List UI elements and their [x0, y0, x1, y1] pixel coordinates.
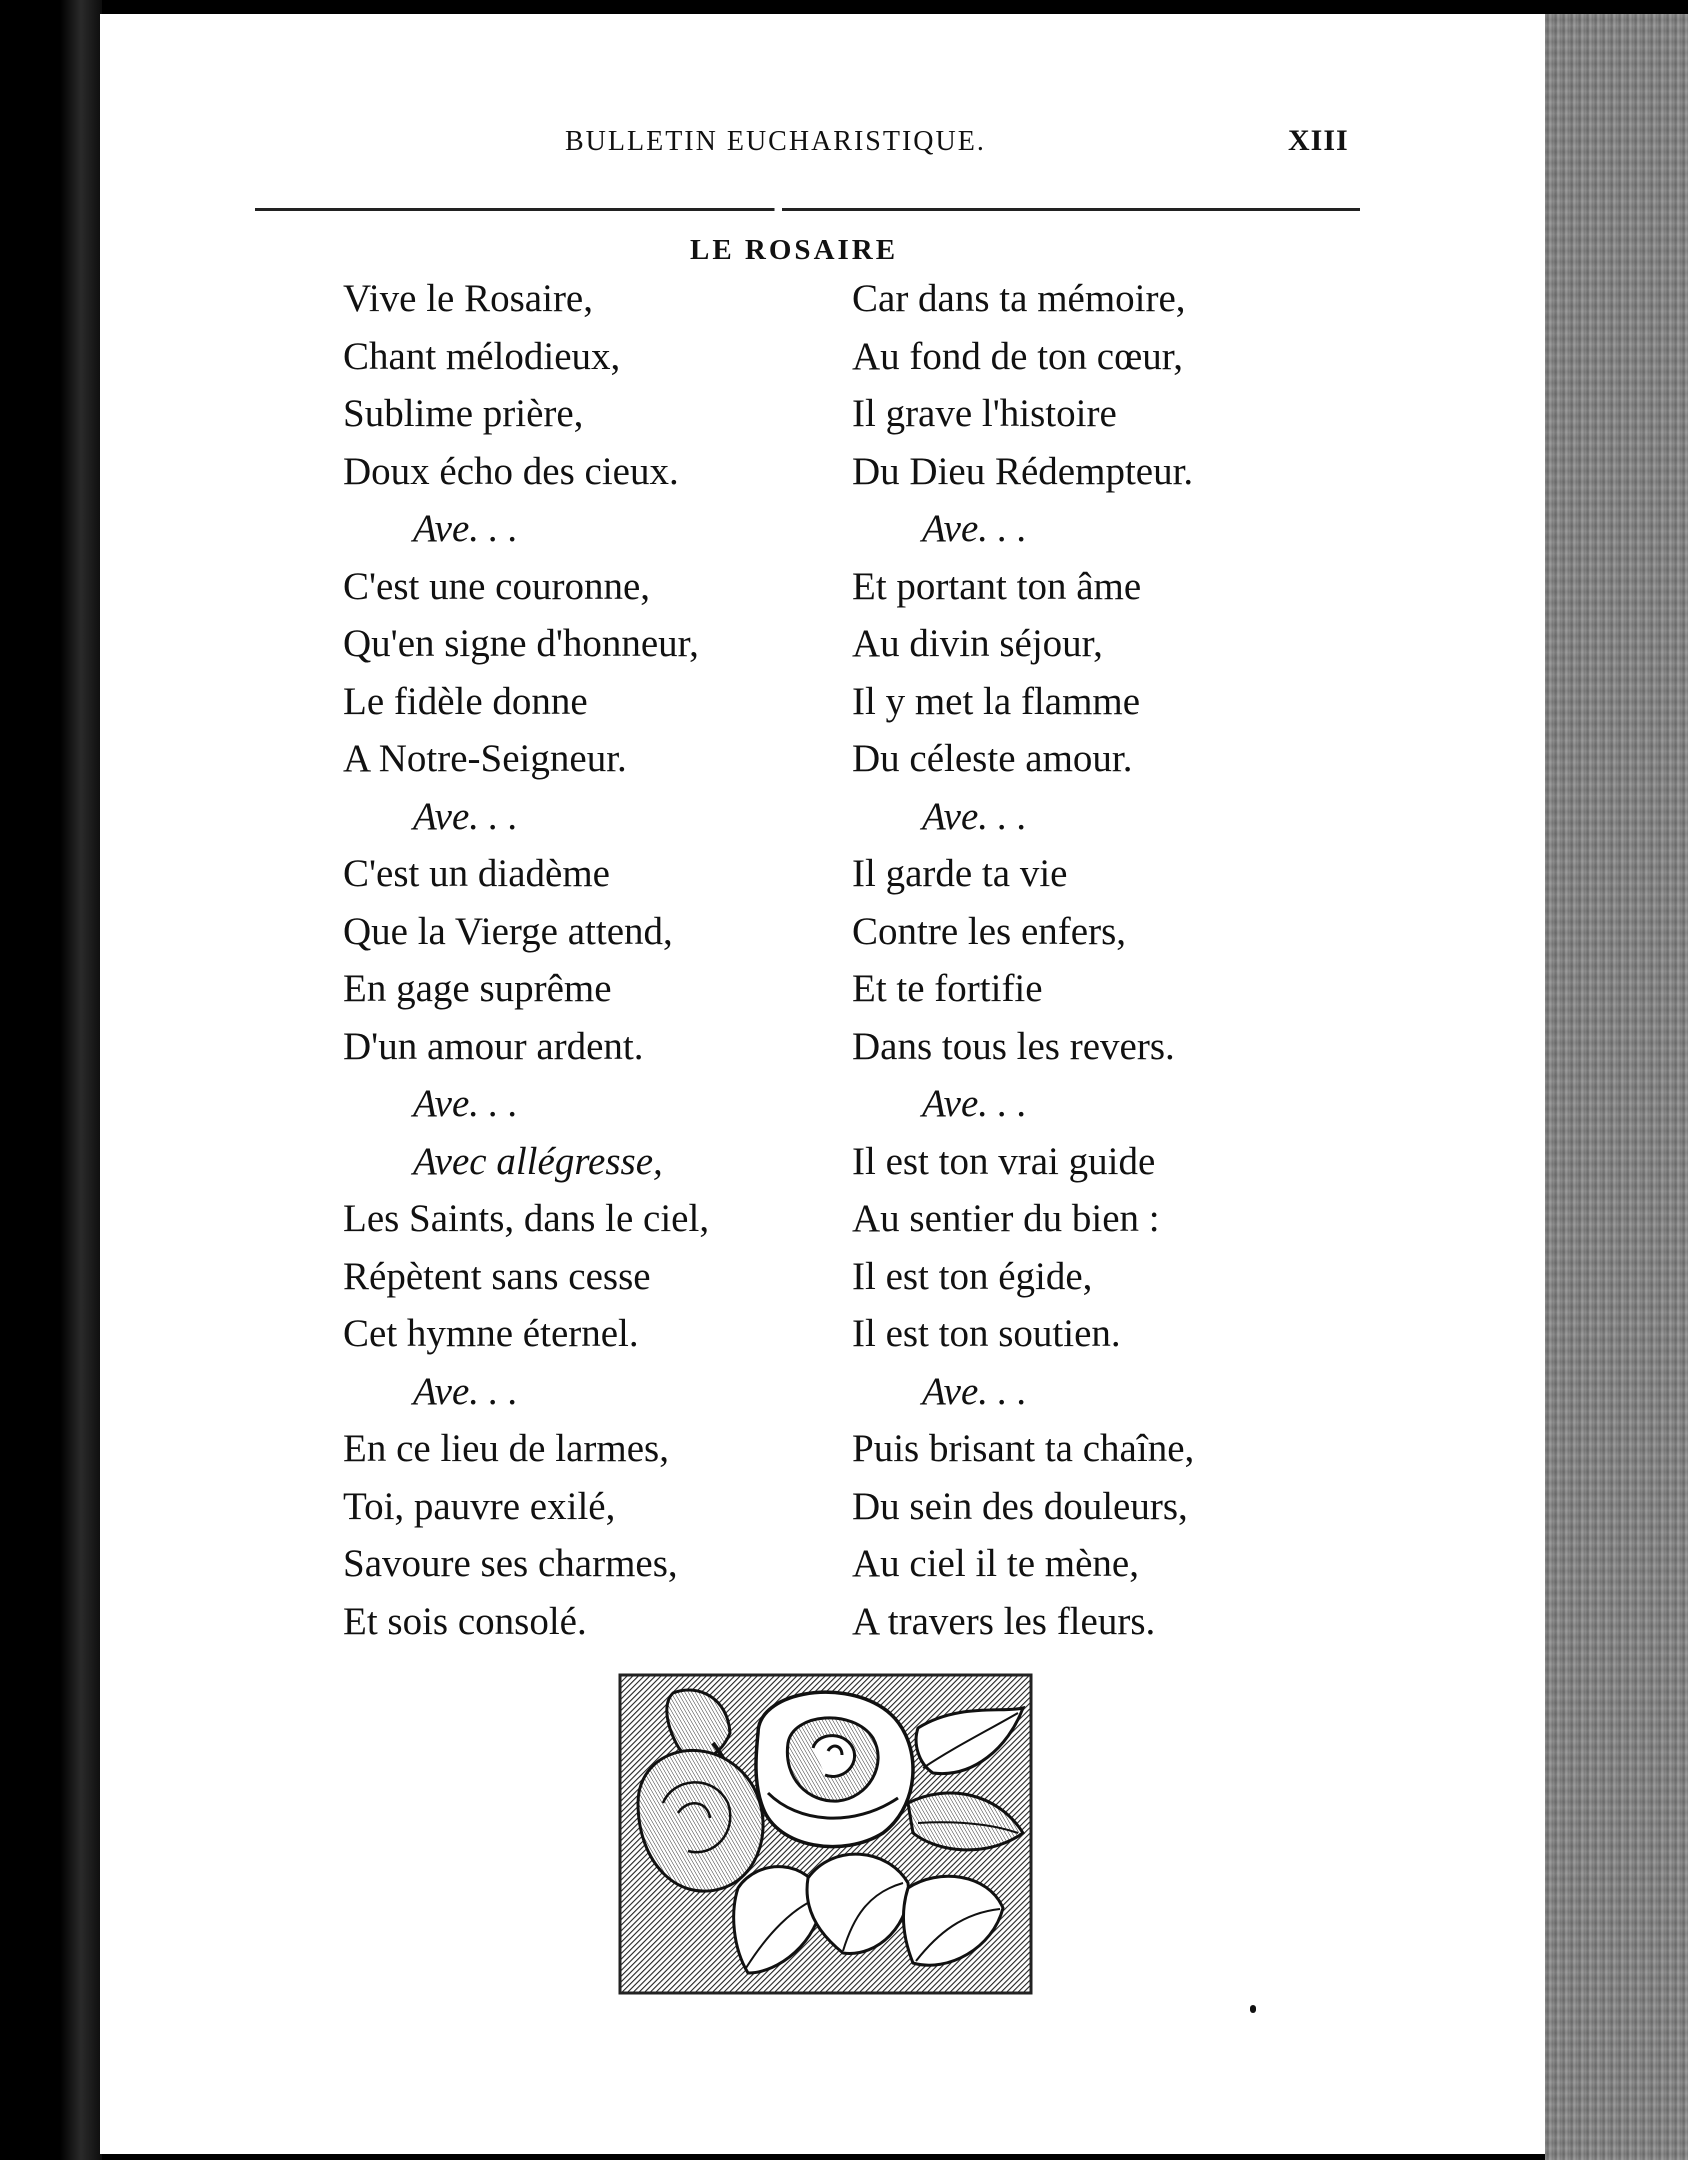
verse-line: Il garde ta vie [852, 852, 1068, 895]
verse-line: Et te fortifie [852, 967, 1043, 1010]
poem-title: LE ROSAIRE [690, 234, 899, 266]
verse-line: Du céleste amour. [852, 737, 1133, 780]
verse-line: Du Dieu Rédempteur. [852, 449, 1194, 493]
verse-line: Du sein des douleurs, [852, 1484, 1188, 1528]
verse-line: A travers les fleurs. [852, 1599, 1156, 1643]
verse-line: Et portant ton âme [852, 564, 1142, 608]
verse-line: Que la Vierge attend, [343, 909, 673, 953]
refrain-line: Ave. . . [922, 1369, 1028, 1413]
verse-line: Vive le Rosaire, [343, 277, 593, 320]
verse-line: Répètent sans cesse [343, 1254, 651, 1298]
verse-line: Puis brisant ta chaîne, [852, 1427, 1195, 1470]
verse-line: Chant mélodieux, [343, 334, 621, 378]
book-gutter-shadow [60, 0, 102, 2160]
verse-line: Contre les enfers, [852, 909, 1126, 953]
verse-line: Au divin séjour, [852, 622, 1103, 665]
verse-line: Il est ton vrai guide [852, 1139, 1156, 1183]
verse-line: En ce lieu de larmes, [343, 1427, 669, 1470]
verse-line: A Notre-Seigneur. [343, 737, 627, 780]
refrain-line: Ave. . . [413, 507, 519, 550]
refrain-line: Ave. . . [922, 1082, 1028, 1125]
verse-line: Le fidèle donne [343, 679, 588, 723]
verse-line: Qu'en signe d'honneur, [343, 622, 699, 665]
verse-line: Sublime prière, [343, 392, 584, 435]
verse-line: Les Saints, dans le ciel, [343, 1197, 710, 1240]
verse-line: Il est ton soutien. [852, 1312, 1121, 1355]
poem-right-column [852, 270, 1194, 1650]
verse-line: Toi, pauvre exilé, [343, 1484, 616, 1528]
refrain-line: Ave. . . [413, 794, 519, 838]
rose-engraving-icon [618, 1673, 1033, 1995]
verse-line: Il est ton égide, [852, 1254, 1093, 1298]
verse-line: Cet hymne éternel. [343, 1312, 639, 1355]
refrain-line: Ave. . . [413, 1082, 519, 1125]
verse-line: Car dans ta mémoire, [852, 277, 1186, 320]
refrain-line: Ave. . . [413, 1369, 519, 1413]
verse-line: Au fond de ton cœur, [852, 334, 1183, 378]
verse-line: En gage suprême [343, 967, 612, 1010]
refrain-line: Ave. . . [922, 794, 1028, 838]
verse-line: Il grave l'histoire [852, 392, 1117, 435]
refrain-line: Ave. . . [922, 507, 1028, 550]
verse-line: Et sois consolé. [343, 1599, 587, 1643]
header-rule [255, 208, 1360, 211]
page-number: XIII [1288, 124, 1349, 157]
verse-line: Doux écho des cieux. [343, 449, 679, 493]
running-title: BULLETIN EUCHARISTIQUE. [565, 126, 986, 157]
ink-speck [1250, 2005, 1256, 2013]
verse-line: Il y met la flamme [852, 679, 1141, 723]
verse-line: Dans tous les revers. [852, 1024, 1175, 1068]
refrain-line: Avec allégresse, [413, 1139, 663, 1183]
verse-line: D'un amour ardent. [343, 1024, 644, 1068]
verse-line: Au ciel il te mène, [852, 1542, 1139, 1585]
verse-line: Au sentier du bien : [852, 1197, 1160, 1240]
verse-line: C'est une couronne, [343, 564, 651, 608]
poem-left-column [343, 270, 709, 1650]
page-edges [1545, 14, 1688, 2160]
verse-line: Savoure ses charmes, [343, 1542, 678, 1585]
verse-line: C'est un diadème [343, 852, 610, 895]
